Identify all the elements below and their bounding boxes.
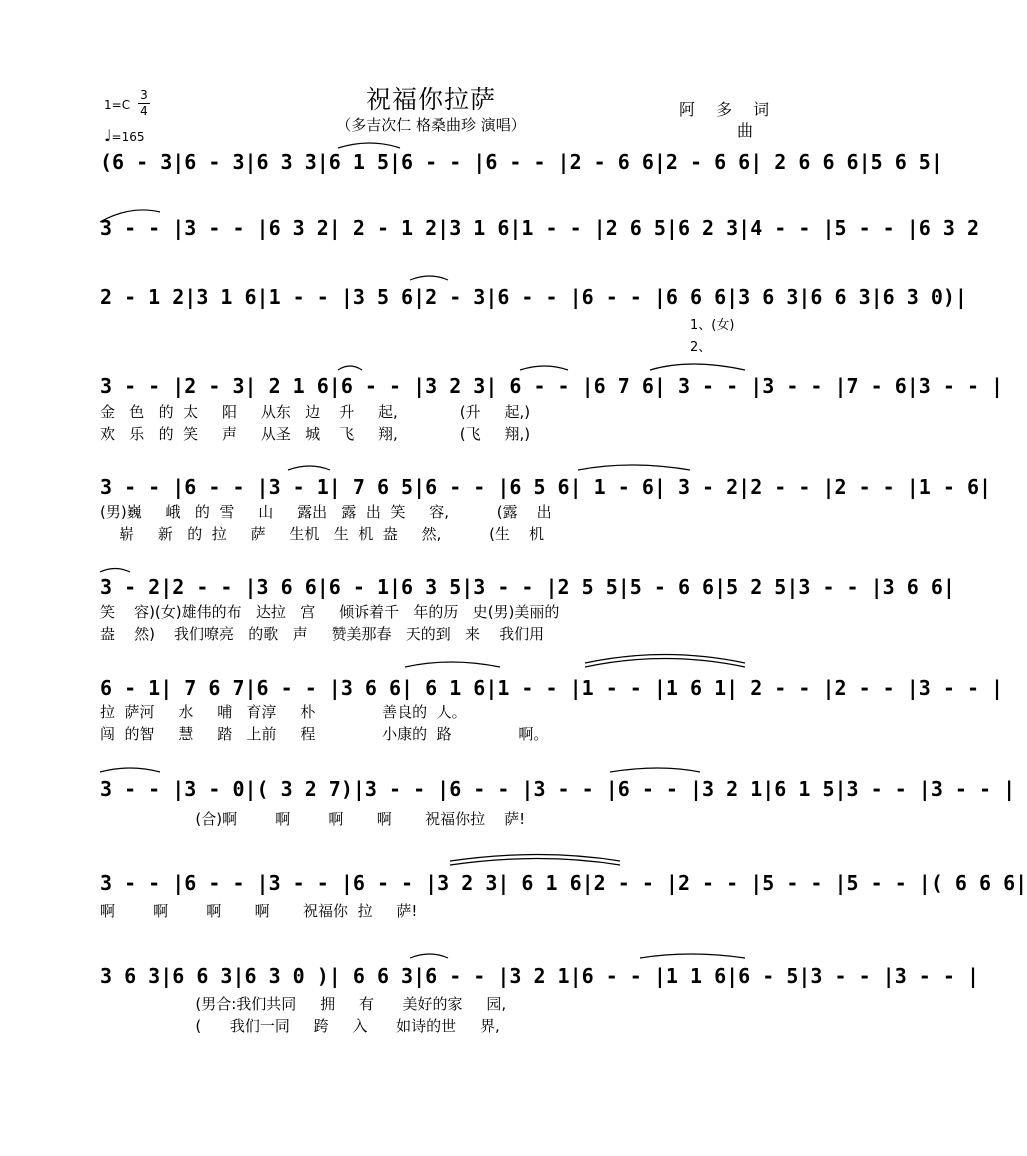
meter-top: 3 — [140, 88, 148, 102]
music-line-9: 3 - - |6 - - |3 - - |6 - - |3 2 3| 6 1 6|2 - - |2 - - |5 - - |5 - - |( 6 6 6| — [100, 871, 1027, 895]
tie-12 — [450, 855, 620, 862]
lyric-line-5a: (男)巍 峨 的 雪 山 露出 露 出 笑 容, (露 出 — [100, 503, 552, 521]
tie-3 — [410, 276, 448, 280]
music-line-10: 3 6 3|6 6 3|6 3 0 )| 6 6 3|6 - - |3 2 1|6 - - |1 1 6|6 - 5|3 - - |3 - - | — [100, 964, 979, 988]
music-line-7: 6 - 1| 7 6 7|6 - - |3 6 6| 6 1 6|1 - - |1 - - |1 6 1| 2 - - |2 - - |3 - - | — [100, 676, 1004, 700]
verse-mark-2: 2、 — [690, 340, 712, 355]
quarter-note-icon: ♩ — [104, 126, 112, 145]
lyric-line-4b: 欢 乐 的 笑 声 从圣 城 飞 翔, (飞 翔,) — [100, 425, 531, 443]
music-line-1: (6 - 3|6 - 3|6 3 3|6 1 5|6 - - |6 - - |2 - 6 6|2 - 6 6| 2 6 6 6|5 6 5| — [100, 150, 943, 174]
tie-7 — [585, 659, 745, 668]
lyric-line-5b: 崭 新 的 拉 萨 生机 生 机 盎 然, (生 机 — [100, 525, 545, 543]
composer-credit: 曲 — [737, 121, 754, 140]
tie-9 — [100, 768, 160, 772]
music-line-5: 3 - - |6 - - |3 - 1| 7 6 5|6 - - |6 5 6| 1 - 6| 3 - 2|2 - - |2 - - |1 - 6| — [100, 475, 992, 499]
slur-4 — [100, 569, 130, 573]
tempo-value: =165 — [111, 130, 145, 144]
lyric-line-4a: 金 色 的 太 阳 从东 边 升 起, (升 起,) — [100, 403, 531, 421]
music-line-2: 3 - - |3 - - |6 3 2| 2 - 1 2|3 1 6|1 - - |2 6 5|6 2 3|4 - - |5 - - |6 3 2 — [100, 216, 979, 240]
lyric-line-10a: (男合:我们共同 拥 有 美好的家 园, — [100, 995, 507, 1013]
lyric-line-7b: 闯 的智 慧 踏 上前 程 小康的 路 啊。 — [100, 725, 549, 743]
lyricist-credit: 阿 多 词 — [679, 100, 778, 119]
lyric-line-8a: (合)啊 啊 啊 啊 祝福你拉 萨! — [100, 810, 526, 828]
slur-5 — [410, 954, 448, 958]
slur-2 — [520, 366, 568, 370]
key-signature: 1=C — [104, 98, 131, 112]
performers: （多吉次仁 格桑曲珍 演唱） — [336, 116, 526, 134]
tie-6 — [405, 662, 500, 667]
tie-1 — [338, 143, 400, 148]
song-title: 祝福你拉萨 — [365, 85, 496, 114]
lyric-line-7a: 拉 萨河 水 哺 育淳 朴 善良的 人。 — [100, 703, 467, 721]
tie-2 — [100, 210, 160, 222]
music-line-6: 3 - 2|2 - - |3 6 6|6 - 1|6 3 5|3 - - |2 5 5|5 - 6 6|5 2 5|3 - - |3 6 6| — [100, 575, 955, 599]
lyric-line-6a: 笑 容)(女)雄伟的布 达拉 宫 倾诉着千 年的历 史(男)美丽的 — [100, 603, 560, 621]
lyric-line-10b: ( 我们一同 跨 入 如诗的世 界, — [100, 1017, 500, 1035]
tie-4 — [650, 364, 745, 370]
meter-bottom: 4 — [140, 104, 148, 118]
tie-13 — [640, 954, 745, 958]
tie-11 — [450, 859, 620, 866]
music-line-8: 3 - - |3 - 0|( 3 2 7)|3 - - |6 - - |3 - - |6 - - |3 2 1|6 1 5|3 - - |3 - - | — [100, 777, 1016, 801]
slur-3 — [288, 466, 330, 470]
music-line-3: 2 - 1 2|3 1 6|1 - - |3 5 6|2 - 3|6 - - |6 - - |6 6 6|3 6 3|6 6 3|6 3 0)| — [100, 285, 967, 309]
lyric-line-6b: 盎 然) 我们嘹亮 的歌 声 赞美那春 天的到 来 我们用 — [100, 625, 545, 643]
tie-10 — [610, 768, 700, 772]
music-line-4: 3 - - |2 - 3| 2 1 6|6 - - |3 2 3| 6 - - |6 7 6| 3 - - |3 - - |7 - 6|3 - - | — [100, 374, 1004, 398]
tie-5 — [578, 465, 690, 470]
verse-mark-1: 1、(女) — [690, 318, 735, 333]
slur-1 — [338, 366, 362, 370]
lyric-line-9a: 啊 啊 啊 啊 祝福你 拉 萨! — [100, 902, 418, 920]
